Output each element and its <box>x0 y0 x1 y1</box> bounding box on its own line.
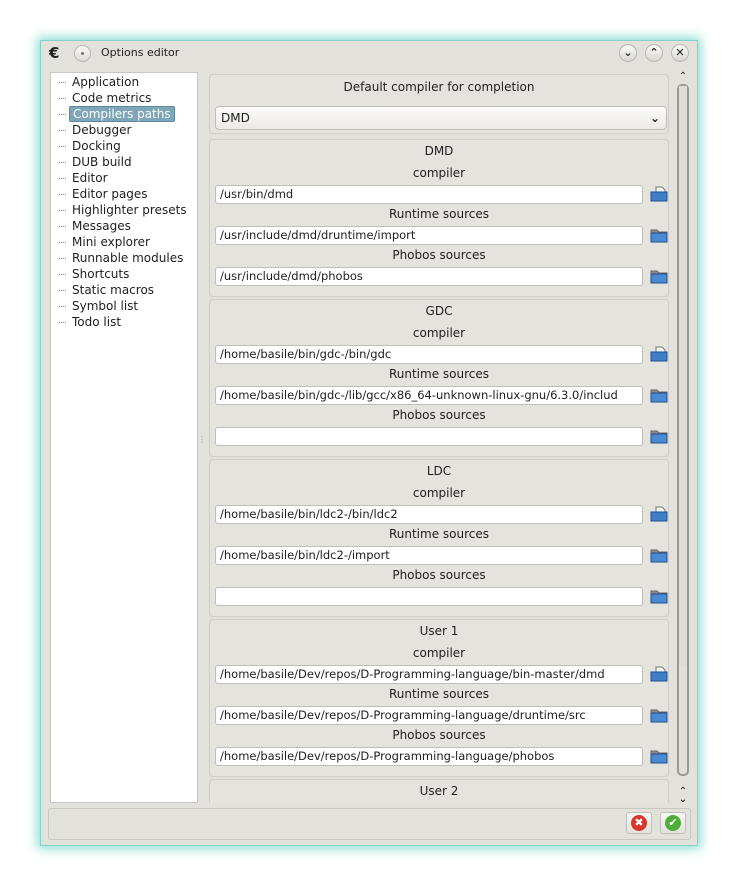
tree-item[interactable] <box>59 250 186 266</box>
default-compiler-group <box>209 74 669 134</box>
compiler-group <box>209 139 669 297</box>
options-editor-window <box>40 40 698 846</box>
tree-item-label: Symbol list <box>72 299 139 313</box>
tree-item[interactable] <box>59 170 111 186</box>
tree-item-label: Todo list <box>72 315 122 329</box>
options-panel <box>207 72 671 803</box>
vertical-scrollbar[interactable] <box>675 72 691 803</box>
cancel-button[interactable] <box>626 812 652 834</box>
check-icon: ✔ <box>665 815 681 831</box>
compiler-path-input[interactable]: /usr/bin/dmd <box>215 185 643 204</box>
ok-button[interactable] <box>660 812 686 834</box>
group-title: GDC <box>425 304 453 318</box>
cancel-icon: ✖ <box>631 815 647 831</box>
maximize-button[interactable]: ⌃ <box>645 44 663 62</box>
tree-item[interactable] <box>59 90 154 106</box>
tree-item-label: Runnable modules <box>72 251 184 265</box>
runtime-label: Runtime sources <box>388 687 490 701</box>
folder-icon[interactable] <box>650 707 668 723</box>
phobos-label: Phobos sources <box>392 408 486 422</box>
compiler-label: compiler <box>412 486 466 500</box>
tree-item-label: Code metrics <box>72 91 152 105</box>
app-logo-icon: € <box>49 44 60 62</box>
tree-item-label: Application <box>72 75 140 89</box>
tree-item-label: Compilers paths <box>69 106 175 122</box>
group-title: User 1 <box>419 624 459 638</box>
tree-item-label: Messages <box>72 219 131 233</box>
open-file-icon[interactable] <box>650 186 668 202</box>
scroll-down-icon[interactable]: ⌄ <box>678 794 688 805</box>
phobos-path-input[interactable] <box>215 587 643 606</box>
runtime-path-input[interactable]: /home/basile/bin/gdc-/lib/gcc/x86_64-unknown-linux-gnu/6.3.0/includ <box>215 386 643 405</box>
window-title: Options editor <box>101 46 180 59</box>
compiler-group <box>209 299 669 457</box>
compiler-path-input[interactable]: /home/basile/bin/ldc2-/bin/ldc2 <box>215 505 643 524</box>
tree-item-label: DUB build <box>72 155 132 169</box>
runtime-path-input[interactable]: /home/basile/bin/ldc2-/import <box>215 546 643 565</box>
folder-icon[interactable] <box>650 387 668 403</box>
folder-icon[interactable] <box>650 428 668 444</box>
open-file-icon[interactable] <box>650 346 668 362</box>
compiler-label: compiler <box>412 166 466 180</box>
options-tree <box>50 72 198 803</box>
phobos-label: Phobos sources <box>392 568 486 582</box>
tree-item[interactable] <box>59 122 134 138</box>
open-file-icon[interactable] <box>650 506 668 522</box>
tree-item[interactable] <box>59 314 124 330</box>
minimize-button[interactable]: ⌄ <box>619 44 637 62</box>
folder-icon[interactable] <box>650 227 668 243</box>
tree-item[interactable] <box>59 202 190 218</box>
tree-item-label: Editor <box>72 171 108 185</box>
phobos-label: Phobos sources <box>392 248 486 262</box>
compiler-label: compiler <box>412 326 466 340</box>
phobos-path-input[interactable]: /usr/include/dmd/phobos <box>215 267 643 286</box>
compiler-path-input[interactable]: /home/basile/Dev/repos/D-Programming-language/bin-master/dmd <box>215 665 643 684</box>
tree-item-label: Shortcuts <box>72 267 130 281</box>
open-file-icon[interactable] <box>650 666 668 682</box>
default-compiler-label: Default compiler for completion <box>343 80 535 94</box>
compiler-group <box>209 619 669 777</box>
scrollbar-track[interactable] <box>677 84 689 776</box>
tree-item[interactable] <box>59 234 153 250</box>
folder-icon[interactable] <box>650 268 668 284</box>
runtime-label: Runtime sources <box>388 207 490 221</box>
tree-item[interactable] <box>59 218 134 234</box>
tree-item[interactable] <box>59 106 175 122</box>
default-compiler-value: DMD <box>221 111 250 125</box>
tree-item[interactable] <box>59 186 151 202</box>
tree-item[interactable] <box>59 298 141 314</box>
runtime-path-input[interactable]: /usr/include/dmd/druntime/import <box>215 226 643 245</box>
group-title: LDC <box>426 464 452 478</box>
dialog-footer <box>48 808 691 840</box>
scroll-up-icon[interactable]: ⌃ <box>678 71 688 82</box>
default-compiler-select[interactable] <box>215 106 667 130</box>
runtime-label: Runtime sources <box>388 527 490 541</box>
tree-item[interactable] <box>59 138 124 154</box>
scrollbar-thumb[interactable] <box>679 86 687 666</box>
pin-button[interactable] <box>74 45 91 62</box>
group-title: User 2 <box>419 784 459 798</box>
folder-icon[interactable] <box>650 748 668 764</box>
tree-item-label: Editor pages <box>72 187 148 201</box>
tree-item[interactable] <box>59 74 142 90</box>
phobos-path-input[interactable]: /home/basile/Dev/repos/D-Programming-language/phobos <box>215 747 643 766</box>
tree-item[interactable] <box>59 266 132 282</box>
runtime-label: Runtime sources <box>388 367 490 381</box>
chevron-down-icon: ⌄ <box>649 111 660 125</box>
tree-item-label: Docking <box>72 139 121 153</box>
folder-icon[interactable] <box>650 588 668 604</box>
tree-item[interactable] <box>59 282 157 298</box>
tree-item-label: Debugger <box>72 123 132 137</box>
tree-item-label: Mini explorer <box>72 235 150 249</box>
scroll-up-small-icon[interactable]: ⌃ <box>678 786 688 797</box>
compiler-label: compiler <box>412 646 466 660</box>
phobos-path-input[interactable] <box>215 427 643 446</box>
compiler-group <box>209 459 669 617</box>
compiler-group <box>209 779 669 803</box>
folder-icon[interactable] <box>650 547 668 563</box>
runtime-path-input[interactable]: /home/basile/Dev/repos/D-Programming-language/druntime/src <box>215 706 643 725</box>
splitter-handle[interactable]: ⋮ <box>198 435 206 444</box>
title-bar <box>41 41 697 65</box>
phobos-label: Phobos sources <box>392 728 486 742</box>
compiler-path-input[interactable]: /home/basile/bin/gdc-/bin/gdc <box>215 345 643 364</box>
group-title: DMD <box>424 144 454 158</box>
tree-item[interactable] <box>59 154 135 170</box>
close-button[interactable]: ✕ <box>671 44 689 62</box>
tree-item-label: Static macros <box>72 283 155 297</box>
tree-item-label: Highlighter presets <box>72 203 187 217</box>
